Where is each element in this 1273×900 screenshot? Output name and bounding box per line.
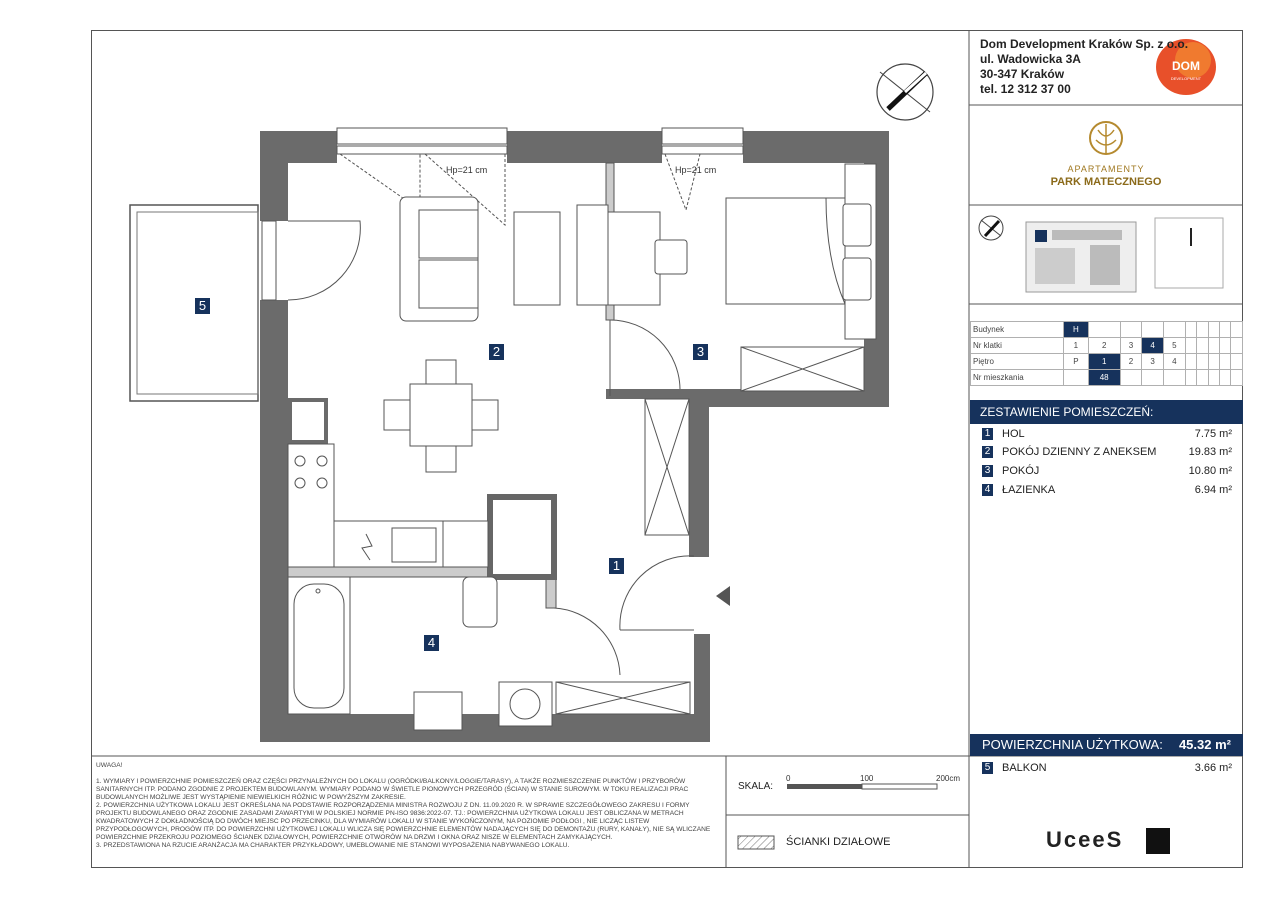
legend-hatch xyxy=(738,836,774,849)
balcony-name: BALKON xyxy=(1002,762,1047,774)
room-num: 1 xyxy=(982,428,993,440)
room-name: ŁAZIENKA xyxy=(1002,484,1056,496)
total-area-label: POWIERZCHNIA UŻYTKOWA: xyxy=(982,737,1163,752)
room-tag-1: 1 xyxy=(609,558,624,574)
total-area-value: 45.32 m² xyxy=(1178,737,1231,752)
window-note-1: Hp=21 cm xyxy=(446,165,488,175)
notes-title: UWAGA! xyxy=(96,762,123,769)
pietro-1: 1 xyxy=(1088,354,1120,370)
dom-logo-sub: DEVELOPMENT xyxy=(1170,76,1202,81)
desk xyxy=(577,205,687,305)
mieszkanie-label: Nr mieszkania xyxy=(971,370,1064,386)
room-area: 19.83 m² xyxy=(1188,446,1232,458)
room-num: 2 xyxy=(982,446,993,458)
room-name: POKÓJ xyxy=(1002,465,1040,477)
room-tag-4: 4 xyxy=(424,635,439,651)
scale-tick-0: 0 xyxy=(786,774,791,783)
legend-label: ŚCIANKI DZIAŁOWE xyxy=(786,836,891,848)
room-row-3 xyxy=(982,462,1232,480)
pietro-3: 3 xyxy=(1142,354,1164,370)
notes-p3: 3. PRZEDSTAWIONA NA RZUCIE ARANŻACJA MA CHARAKTER PRZYKŁADOWY, UMEBLOWANIE NIE STANOWI WYPOSAŻENIA NABYWANEGO LOKALU. xyxy=(96,842,570,849)
room-area: 10.80 m² xyxy=(1188,465,1232,477)
total-area-bar xyxy=(970,734,1243,756)
dom-logo-text: DOM xyxy=(1172,59,1200,73)
company-street: ul. Wadowicka 3A xyxy=(980,52,1081,66)
company-city: 30-347 Kraków xyxy=(980,67,1065,81)
klatka-1: 1 xyxy=(1064,338,1089,354)
pietro-2: 2 xyxy=(1120,354,1142,370)
project-line2: PARK MATECZNEGO xyxy=(1050,176,1162,188)
company-phone: tel. 12 312 37 00 xyxy=(980,82,1071,96)
dining-table xyxy=(384,360,498,472)
balcony xyxy=(130,205,258,401)
company-name: Dom Development Kraków Sp. z o.o. xyxy=(980,37,1189,51)
rooms-heading: ZESTAWIENIE POMIESZCZEŃ: xyxy=(970,400,1243,424)
brand-text: UceeS xyxy=(1046,827,1124,852)
company-info xyxy=(980,37,1188,97)
budynek-value: H xyxy=(1064,322,1089,338)
pietro-p: P xyxy=(1064,354,1089,370)
mieszkanie-value: 48 xyxy=(1088,370,1120,386)
brand-box xyxy=(1146,828,1170,854)
project-line1: APARTAMENTY xyxy=(1067,164,1145,174)
notes-p1: 1. WYMIARY I POWIERZCHNIE POMIESZCZEŃ ORAZ CZĘŚCI PRZYNALEŻNYCH DO LOKALU (OGRÓDKI/BALKONY/LOGGIE/TARASY), A TAKŻE ROZMIESZCZENIE PUNKTÓW I PRZYBORÓW SANITARNYCH ITP. PODANO ZGODNIE Z PROJEKTEM BUDOWLANYM. WYMIARY PODANO W ŚWIETLE PIONOWYCH PRZEGRÓD (ŚCIAN) W STANIE SUROWYM. W TOKU REALIZACJI PRAC BUDOWLANYCH MOŻLIWE JEST WYSTĄPIENIE NIEWIELKICH RÓŻNIC W POWYŻSZYM ZAKRESIE. xyxy=(96,778,689,801)
room-tag-5: 5 xyxy=(195,298,210,314)
notes-p2: 2. POWIERZCHNIA UŻYTKOWA LOKALU JEST OKREŚLANA NA PODSTAWIE ROZPORZĄDZENIA MINISTRA ROZWOJU Z DN. 11.09.2020 R. W SPRAWIE SZCZEGÓŁOWEGO ZAKRESU I FORMY PROJEKTU BUDOWLANEGO ORAZ ZGODNIE ZASADAMI ZAWARTYMI W POLSKIEJ NORMIE PN-ISO 9836:2022-07. TJ.: POWIERZCHNIA UŻYTKOWA LOKALU JEST OBLICZANA W METRACH KWADRATOWYCH Z DOKŁADNOŚCIĄ DO DWÓCH MIEJSC PO PRZECINKU, DLA WYMIARÓW LOKALU W STANIE WYKOŃCZONYM, NA POZIOMIE PODŁOGI , NIE LICZĄC LISTEW PRZYPODŁOGOWYCH, PROGÓW ITP. DO POWIERZCHNI UŻYTKOWEJ LOKALU WLICZA SIĘ POWIERZCHNIE ELEMENTÓW NADAJĄCYCH SIĘ DO DEMONTAŻU (RURY, KANAŁY), NIE SĄ WLICZANE POWIERZCHNIE PRZEKROJU POZIOMEGO ŚCIANEK DZIAŁOWYCH, POWIERZCHNIE OTWORÓW NA DRZWI I OKNA ORAZ NISZE W ELEMENTACH ZAMYKAJĄCYCH. xyxy=(96,802,711,841)
bed xyxy=(726,164,876,339)
room-name: HOL xyxy=(1002,428,1025,440)
room-num: 4 xyxy=(982,484,993,496)
room-row-2 xyxy=(982,443,1232,461)
room-row-1 xyxy=(982,425,1232,443)
pietro-4: 4 xyxy=(1163,354,1185,370)
room-row-4 xyxy=(982,481,1232,499)
budynek-label: Budynek xyxy=(971,322,1064,338)
entrance-arrow xyxy=(716,586,730,606)
room-area: 6.94 m² xyxy=(1194,484,1232,496)
scale-bar xyxy=(786,774,960,789)
project-logo xyxy=(1051,122,1162,188)
balcony-area: 3.66 m² xyxy=(1194,762,1232,774)
klatka-label: Nr klatki xyxy=(971,338,1064,354)
site-plan xyxy=(979,216,1223,292)
room-tag-3: 3 xyxy=(693,344,708,360)
klatka-2: 2 xyxy=(1088,338,1120,354)
compass-icon xyxy=(877,64,933,120)
klatka-3: 3 xyxy=(1120,338,1142,354)
room-num: 3 xyxy=(982,465,993,477)
notes xyxy=(96,762,716,850)
balcony-row xyxy=(982,759,1232,777)
klatka-4: 4 xyxy=(1142,338,1164,354)
apartment-info-table xyxy=(970,321,1243,386)
scale-tick-200: 200cm xyxy=(936,774,961,783)
sofa xyxy=(400,197,560,321)
pietro-label: Piętro xyxy=(971,354,1064,370)
bathroom xyxy=(288,577,552,730)
klatka-5: 5 xyxy=(1163,338,1185,354)
room-tag-2: 2 xyxy=(489,344,504,360)
window-note-2: Hp=21 cm xyxy=(675,165,717,175)
balcony-num: 5 xyxy=(982,762,993,774)
room-area: 7.75 m² xyxy=(1194,428,1232,440)
scale-label: SKALA: xyxy=(738,781,774,792)
kitchen xyxy=(288,444,488,567)
scale-tick-100: 100 xyxy=(860,774,874,783)
room-name: POKÓJ DZIENNY Z ANEKSEM xyxy=(1002,446,1157,458)
